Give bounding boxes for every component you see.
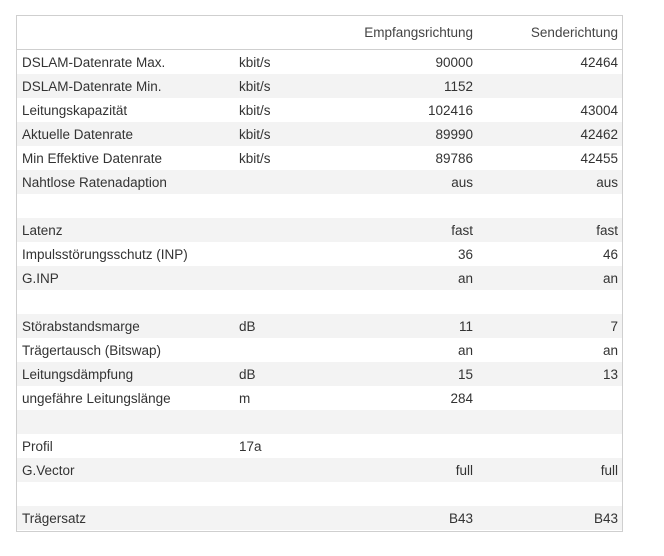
row-upstream: B43	[477, 506, 622, 530]
row-upstream	[477, 482, 622, 506]
row-label: Leitungskapazität	[17, 98, 239, 122]
row-unit: dB	[239, 314, 359, 338]
row-upstream	[477, 194, 622, 218]
row-downstream	[359, 482, 477, 506]
row-label: Impulsstörungsschutz (INP)	[17, 242, 239, 266]
row-unit: 17a	[239, 434, 359, 458]
row-unit	[239, 338, 359, 362]
row-downstream	[359, 194, 477, 218]
row-upstream: fast	[477, 218, 622, 242]
row-unit	[239, 506, 359, 530]
table-row	[17, 506, 622, 530]
row-upstream	[477, 434, 622, 458]
header-label	[17, 16, 239, 50]
row-upstream: 42455	[477, 146, 622, 170]
row-upstream	[477, 290, 622, 314]
table-row	[17, 290, 622, 314]
row-downstream: 89786	[359, 146, 477, 170]
row-label: Trägertausch (Bitswap)	[17, 338, 239, 362]
table-row	[17, 266, 622, 290]
row-label	[17, 410, 239, 434]
header-downstream: Empfangsrichtung	[359, 16, 477, 50]
row-unit	[239, 290, 359, 314]
header-upstream: Senderichtung	[477, 16, 622, 50]
table-row	[17, 410, 622, 434]
table-row	[17, 170, 622, 194]
dsl-info-panel	[16, 15, 623, 532]
table-row	[17, 458, 622, 482]
table-row	[17, 74, 622, 98]
row-label: Störabstandsmarge	[17, 314, 239, 338]
table-row	[17, 242, 622, 266]
row-upstream: an	[477, 266, 622, 290]
row-unit	[239, 194, 359, 218]
row-upstream: an	[477, 338, 622, 362]
table-header-row	[17, 16, 622, 50]
table-row	[17, 194, 622, 218]
table-row	[17, 122, 622, 146]
row-unit	[239, 458, 359, 482]
row-label: G.INP	[17, 266, 239, 290]
row-downstream: 284	[359, 386, 477, 410]
row-label: Leitungsdämpfung	[17, 362, 239, 386]
table-row	[17, 386, 622, 410]
row-label: Aktuelle Datenrate	[17, 122, 239, 146]
row-downstream: 102416	[359, 98, 477, 122]
row-label: Trägersatz	[17, 506, 239, 530]
row-downstream: 90000	[359, 50, 477, 75]
row-upstream: 43004	[477, 98, 622, 122]
row-upstream	[477, 410, 622, 434]
row-unit: kbit/s	[239, 122, 359, 146]
row-unit: kbit/s	[239, 50, 359, 75]
row-unit	[239, 266, 359, 290]
row-downstream: an	[359, 266, 477, 290]
row-label	[17, 194, 239, 218]
row-downstream: fast	[359, 218, 477, 242]
row-downstream	[359, 410, 477, 434]
row-label	[17, 290, 239, 314]
row-unit: kbit/s	[239, 98, 359, 122]
row-unit	[239, 218, 359, 242]
row-unit: dB	[239, 362, 359, 386]
table-row	[17, 146, 622, 170]
row-downstream: 36	[359, 242, 477, 266]
table-row	[17, 338, 622, 362]
row-unit	[239, 170, 359, 194]
row-label: Latenz	[17, 218, 239, 242]
row-downstream: an	[359, 338, 477, 362]
table-row	[17, 482, 622, 506]
row-upstream: 42462	[477, 122, 622, 146]
table-row	[17, 50, 622, 75]
row-label: G.Vector	[17, 458, 239, 482]
row-label: Min Effektive Datenrate	[17, 146, 239, 170]
table-row	[17, 98, 622, 122]
row-upstream: full	[477, 458, 622, 482]
header-unit	[239, 16, 359, 50]
table-row	[17, 314, 622, 338]
table-row	[17, 362, 622, 386]
row-unit	[239, 242, 359, 266]
row-label: ungefähre Leitungslänge	[17, 386, 239, 410]
row-downstream	[359, 434, 477, 458]
row-downstream: B43	[359, 506, 477, 530]
row-label: DSLAM-Datenrate Max.	[17, 50, 239, 75]
row-label: Nahtlose Ratenadaption	[17, 170, 239, 194]
row-downstream: 11	[359, 314, 477, 338]
row-upstream: aus	[477, 170, 622, 194]
row-unit: kbit/s	[239, 146, 359, 170]
row-unit: kbit/s	[239, 74, 359, 98]
table-row	[17, 434, 622, 458]
row-downstream	[359, 290, 477, 314]
row-downstream: full	[359, 458, 477, 482]
row-downstream: 1152	[359, 74, 477, 98]
row-label	[17, 482, 239, 506]
table-row	[17, 218, 622, 242]
row-upstream: 46	[477, 242, 622, 266]
row-upstream	[477, 74, 622, 98]
row-downstream: 15	[359, 362, 477, 386]
row-upstream: 7	[477, 314, 622, 338]
row-unit	[239, 482, 359, 506]
row-unit: m	[239, 386, 359, 410]
row-downstream: 89990	[359, 122, 477, 146]
row-unit	[239, 410, 359, 434]
row-label: DSLAM-Datenrate Min.	[17, 74, 239, 98]
row-upstream: 42464	[477, 50, 622, 75]
row-upstream	[477, 386, 622, 410]
row-label: Profil	[17, 434, 239, 458]
row-downstream: aus	[359, 170, 477, 194]
row-upstream: 13	[477, 362, 622, 386]
dsl-info-table	[17, 16, 622, 530]
